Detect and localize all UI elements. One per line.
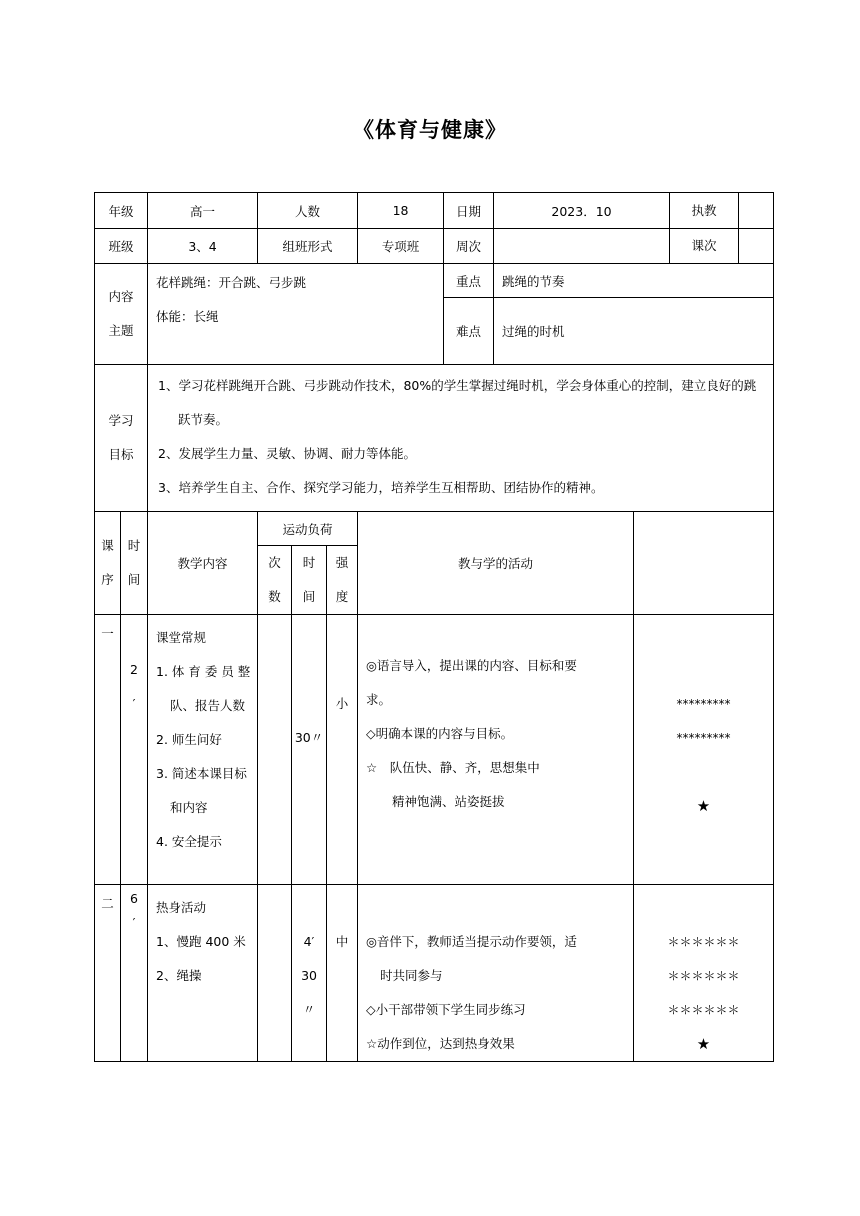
section1-intensity: 小 — [327, 615, 358, 885]
lesson-value — [739, 229, 773, 263]
lesson-plan-table — [94, 192, 774, 1062]
key-label: 重点 — [444, 264, 494, 298]
header-count: 次 数 — [258, 546, 292, 615]
teacher-label: 执教 — [670, 193, 739, 228]
section1-content: 课堂常规 1. 体 育 委 员 整 队、报告人数 2. 师生问好 3. 简述本课目标 和内容 4. 安全提示 — [148, 615, 258, 885]
people-label: 人数 — [258, 193, 358, 229]
diff-value: 过绳的时机 — [494, 298, 774, 365]
class-value: 3、4 — [148, 229, 258, 264]
section2-count — [258, 885, 292, 1062]
objective-2: 2、发展学生力量、灵敏、协调、耐力等体能。 — [158, 446, 416, 461]
section1-activity: ◎语言导入，提出课的内容、目标和要 求。 ◇明确本课的内容与目标。 ☆ 队伍快、静、齐，思想集中 精神饱满、站姿挺拔 — [358, 615, 634, 885]
section2-activity: ◎音伴下，教师适当提示动作要领，适 时共同参与 ◇小干部带领下学生同步练习 ☆动作到位，达到热身效果 — [358, 885, 634, 1062]
header-intensity: 强 度 — [327, 546, 358, 615]
grade-label: 年级 — [95, 193, 148, 229]
teacher-star-icon: ★ — [696, 797, 711, 815]
group-label: 组班形式 — [258, 229, 358, 264]
objective-1: 1、学习花样跳绳开合跳、弓步跳动作技术，80%的学生掌握过绳时机，学会身体重心的控制，建立良好的跳跃节奏。 — [158, 378, 757, 427]
content-label: 内容 主题 — [95, 264, 148, 365]
content-topic — [148, 264, 444, 365]
section2-seq: 二 — [95, 885, 121, 1062]
section1-seq: 一 — [95, 615, 121, 885]
section2-formation: ＊＊＊＊＊＊ ＊＊＊＊＊＊ ＊＊＊＊＊＊ ★ — [634, 885, 774, 1062]
teacher-value — [739, 193, 773, 228]
section1-count — [258, 615, 292, 885]
section2-content: 热身活动 1、慢跑 400 米 2、绳操 — [148, 885, 258, 1062]
teacher-star-icon: ★ — [696, 1035, 711, 1053]
section1-formation: ********* ********* ★ — [634, 615, 774, 885]
header-time: 时 间 — [121, 512, 148, 615]
header-content: 教学内容 — [148, 512, 258, 615]
week-value — [494, 229, 670, 264]
header-activity: 教与学的活动 — [358, 512, 634, 615]
class-label: 班级 — [95, 229, 148, 264]
objectives-label: 学习 目标 — [95, 365, 148, 512]
section1-duration: 30〃 — [292, 615, 327, 885]
section1-time: 2 ′ — [121, 615, 148, 885]
section2-intensity: 中 — [327, 885, 358, 1062]
grade-value: 高一 — [148, 193, 258, 229]
date-label: 日期 — [444, 193, 494, 229]
objectives-text — [148, 365, 774, 512]
content-line-2: 体能：长绳 — [156, 309, 219, 324]
header-seq: 课 序 — [95, 512, 121, 615]
content-line-1: 花样跳绳：开合跳、弓步跳 — [156, 275, 307, 290]
section2-duration: 4′ 30 〃 — [292, 885, 327, 1062]
lesson-label: 课次 — [670, 229, 739, 263]
header-figure — [634, 512, 774, 615]
page-title: 《体育与健康》 — [353, 118, 507, 142]
key-value: 跳绳的节奏 — [494, 264, 774, 298]
people-value: 18 — [358, 193, 444, 229]
objective-3: 3、培养学生自主、合作、探究学习能力，培养学生互相帮助、团结协作的精神。 — [158, 480, 604, 495]
date-value: 2023．10 — [494, 193, 670, 229]
section2-time: 6 ′ — [121, 885, 148, 1062]
diff-label: 难点 — [444, 298, 494, 365]
week-label: 周次 — [444, 229, 494, 264]
header-duration: 时 间 — [292, 546, 327, 615]
header-load: 运动负荷 — [258, 512, 358, 546]
group-value: 专项班 — [358, 229, 444, 264]
